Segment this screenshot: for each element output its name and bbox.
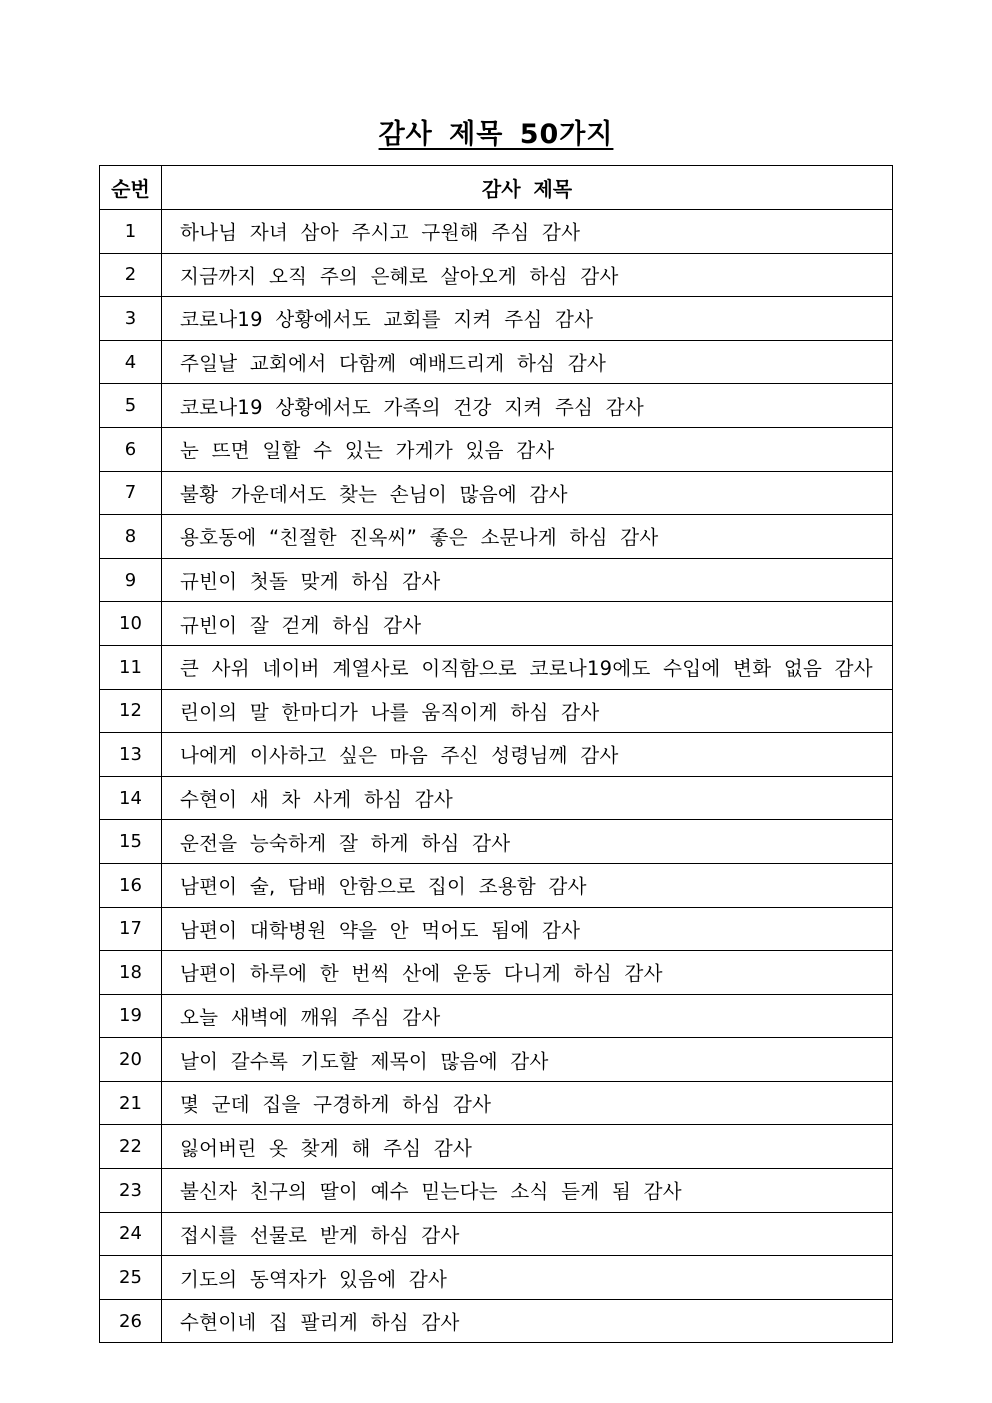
row-text: 수현이네 집 팔리게 하심 감사 [162,1299,893,1343]
table-row [100,689,893,733]
row-text: 주일날 교회에서 다함께 예배드리게 하심 감사 [162,340,893,384]
row-number: 13 [100,733,162,777]
row-text: 운전을 능숙하게 잘 하게 하심 감사 [162,820,893,864]
row-number: 1 [100,210,162,254]
table-row [100,1299,893,1343]
table-row [100,863,893,907]
table-row [100,994,893,1038]
row-text: 코로나19 상황에서도 가족의 건강 지켜 주심 감사 [162,384,893,428]
row-number: 14 [100,776,162,820]
row-text: 나에게 이사하고 싶은 마음 주신 성령님께 감사 [162,733,893,777]
row-number: 10 [100,602,162,646]
table-row [100,1125,893,1169]
table-row [100,645,893,689]
table-row [100,253,893,297]
document-title: 감사 제목 50가지 [378,119,614,150]
table-row [100,340,893,384]
header-number: 순번 [100,166,162,210]
row-text: 남편이 대학병원 약을 안 먹어도 됨에 감사 [162,907,893,951]
row-text: 몇 군데 집을 구경하게 하심 감사 [162,1081,893,1125]
table-row [100,820,893,864]
row-number: 9 [100,558,162,602]
row-text: 눈 뜨면 일할 수 있는 가게가 있음 감사 [162,427,893,471]
table-row [100,1256,893,1300]
row-number: 3 [100,297,162,341]
row-number: 2 [100,253,162,297]
table-row [100,1081,893,1125]
table-row [100,602,893,646]
header-title: 감사 제목 [162,166,893,210]
row-number: 6 [100,427,162,471]
table-body [100,210,893,1343]
row-number: 18 [100,951,162,995]
row-number: 15 [100,820,162,864]
row-number: 20 [100,1038,162,1082]
row-text: 린이의 말 한마디가 나를 움직이게 하심 감사 [162,689,893,733]
row-number: 22 [100,1125,162,1169]
row-number: 4 [100,340,162,384]
table-header-row [100,166,893,210]
row-number: 5 [100,384,162,428]
row-text: 잃어버린 옷 찾게 해 주심 감사 [162,1125,893,1169]
row-number: 19 [100,994,162,1038]
row-number: 26 [100,1299,162,1343]
table-row [100,297,893,341]
gratitude-table [99,165,893,1343]
document-title-wrapper [0,112,992,151]
row-number: 12 [100,689,162,733]
table-row [100,776,893,820]
table-row [100,558,893,602]
row-number: 7 [100,471,162,515]
table-row [100,427,893,471]
row-number: 11 [100,645,162,689]
row-text: 하나님 자녀 삼아 주시고 구원해 주심 감사 [162,210,893,254]
row-text: 규빈이 첫돌 맞게 하심 감사 [162,558,893,602]
row-text: 용호동에 “친절한 진옥씨” 좋은 소문나게 하심 감사 [162,515,893,559]
row-text: 남편이 하루에 한 번씩 산에 운동 다니게 하심 감사 [162,951,893,995]
row-text: 날이 갈수록 기도할 제목이 많음에 감사 [162,1038,893,1082]
table-row [100,1038,893,1082]
row-number: 24 [100,1212,162,1256]
row-text: 접시를 선물로 받게 하심 감사 [162,1212,893,1256]
table-row [100,384,893,428]
row-number: 21 [100,1081,162,1125]
row-number: 23 [100,1169,162,1213]
row-text: 불황 가운데서도 찾는 손님이 많음에 감사 [162,471,893,515]
row-text: 코로나19 상황에서도 교회를 지켜 주심 감사 [162,297,893,341]
row-text: 기도의 동역자가 있음에 감사 [162,1256,893,1300]
table-row [100,515,893,559]
table-row [100,1169,893,1213]
row-text: 규빈이 잘 걷게 하심 감사 [162,602,893,646]
row-text: 오늘 새벽에 깨워 주심 감사 [162,994,893,1038]
row-number: 16 [100,863,162,907]
table-row [100,733,893,777]
row-text: 큰 사위 네이버 계열사로 이직함으로 코로나19에도 수입에 변화 없음 감사 [162,645,893,689]
table-row [100,1212,893,1256]
row-number: 25 [100,1256,162,1300]
row-number: 17 [100,907,162,951]
row-number: 8 [100,515,162,559]
row-text: 지금까지 오직 주의 은혜로 살아오게 하심 감사 [162,253,893,297]
table-row [100,210,893,254]
row-text: 남편이 술, 담배 안함으로 집이 조용함 감사 [162,863,893,907]
table-row [100,471,893,515]
table-row [100,907,893,951]
table-row [100,951,893,995]
row-text: 수현이 새 차 사게 하심 감사 [162,776,893,820]
row-text: 불신자 친구의 딸이 예수 믿는다는 소식 듣게 됨 감사 [162,1169,893,1213]
